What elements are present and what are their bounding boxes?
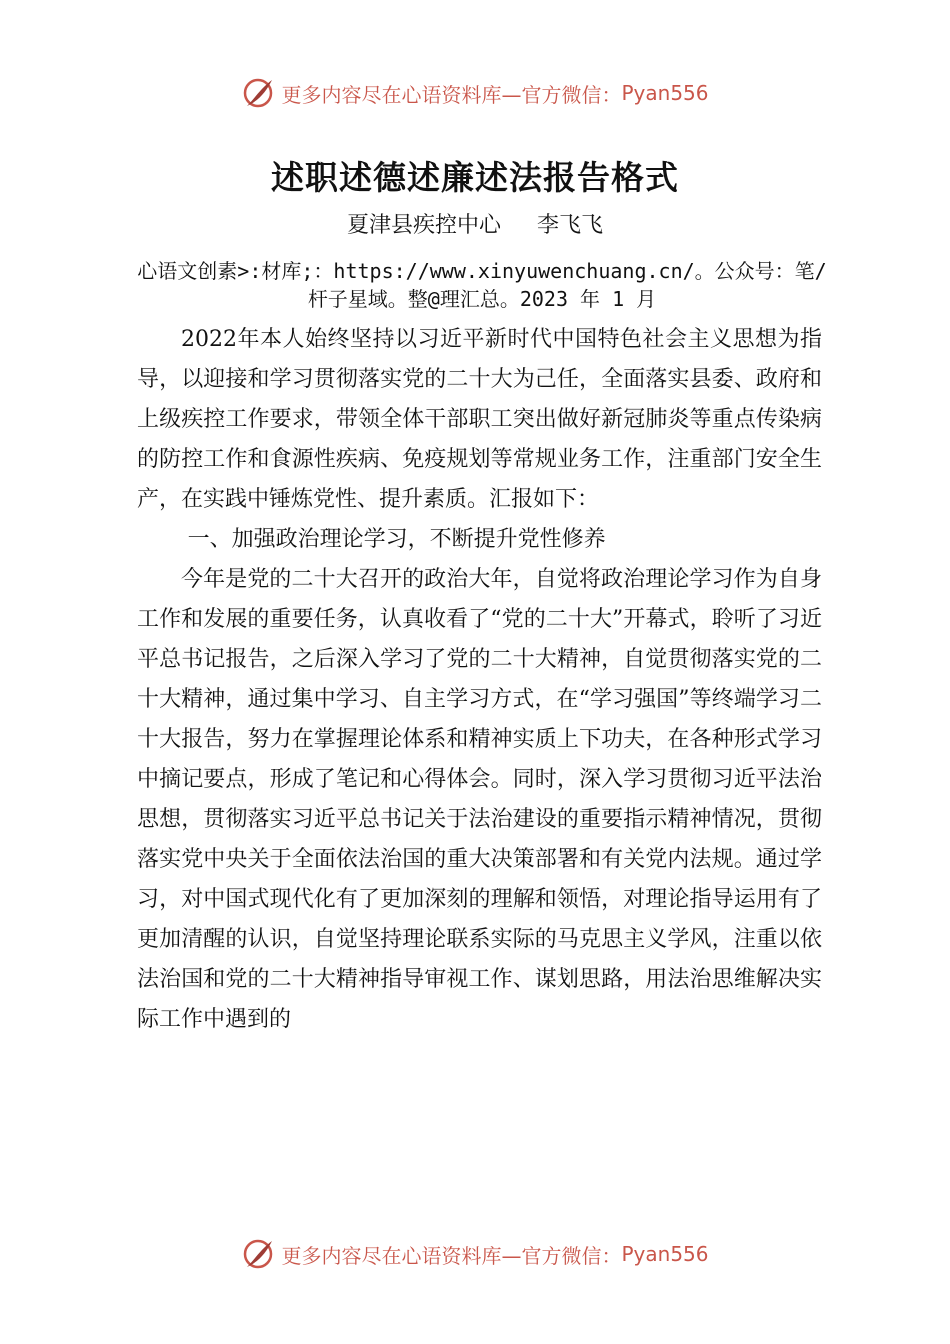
banner-text: 更多内容尽在心语资料库—: [281, 1243, 522, 1268]
document-body: [137, 320, 822, 1040]
byline: [0, 208, 950, 239]
author-name: 李飞飞: [537, 213, 604, 238]
source-line: 心语文创素>:材库;：https://www.xinyuwenchuang.cn/。公众号：笔/杆子星域。整@理汇总。2023 年 1 月: [137, 259, 827, 311]
intro-paragraph: 2022年本人始终坚持以习近平新时代中国特色社会主义思想为指导，以迎接和学习贯彻落实党的二十大为己任，全面落实县委、政府和上级疾控工作要求，带领全体干部职工突出做好新冠肺炎等重点传染病的防控工作和食源性疾病、免疫规划等常规业务工作，注重部门安全生产，在实践中锤炼党性、提升素质。汇报如下：: [137, 327, 822, 512]
quill-logo-icon: [241, 1237, 275, 1271]
section-heading: 一、加强政治理论学习，不断提升党性修养: [187, 527, 606, 552]
banner-handle: Pyan556: [621, 1242, 709, 1266]
header-watermark-banner: [0, 76, 950, 110]
banner-text: 更多内容尽在心语资料库—: [281, 82, 522, 107]
body-paragraph: 今年是党的二十大召开的政治大年，自觉将政治理论学习作为自身工作和发展的重要任务，认真收看了“党的二十大”开幕式，聆听了习近平总书记报告，之后深入学习了党的二十大精神，自觉贯彻落实党的二十大精神，通过集中学习、自主学习方式，在“学习强国”等终端学习二十大报告，努力在掌握理论体系和精神实质上下功夫，在各种形式学习中摘记要点，形成了笔记和心得体会。同时，深入学习贯彻习近平法治思想，贯彻落实习近平总书记关于法治建设的重要指示精神情况，贯彻落实党中央关于全面依法治国的重大决策部署和有关党内法规。通过学习，对中国式现代化有了更加深刻的理解和领悟，对理论指导运用有了更加清醒的认识，自觉坚持理论联系实际的马克思主义学风，注重以依法治国和党的二十大精神指导审视工作、谋划思路，用法治思维解决实际工作中遇到的: [137, 567, 822, 1032]
author-unit: 夏津县疾控中心: [346, 213, 501, 238]
quill-logo-icon: [241, 76, 275, 110]
banner-handle: Pyan556: [621, 81, 709, 105]
banner-wechat-label: 官方微信：: [521, 1243, 622, 1268]
document-title: 述职述德述廉述法报告格式: [271, 158, 679, 197]
banner-wechat-label: 官方微信：: [521, 82, 622, 107]
footer-watermark-banner: [0, 1237, 950, 1271]
